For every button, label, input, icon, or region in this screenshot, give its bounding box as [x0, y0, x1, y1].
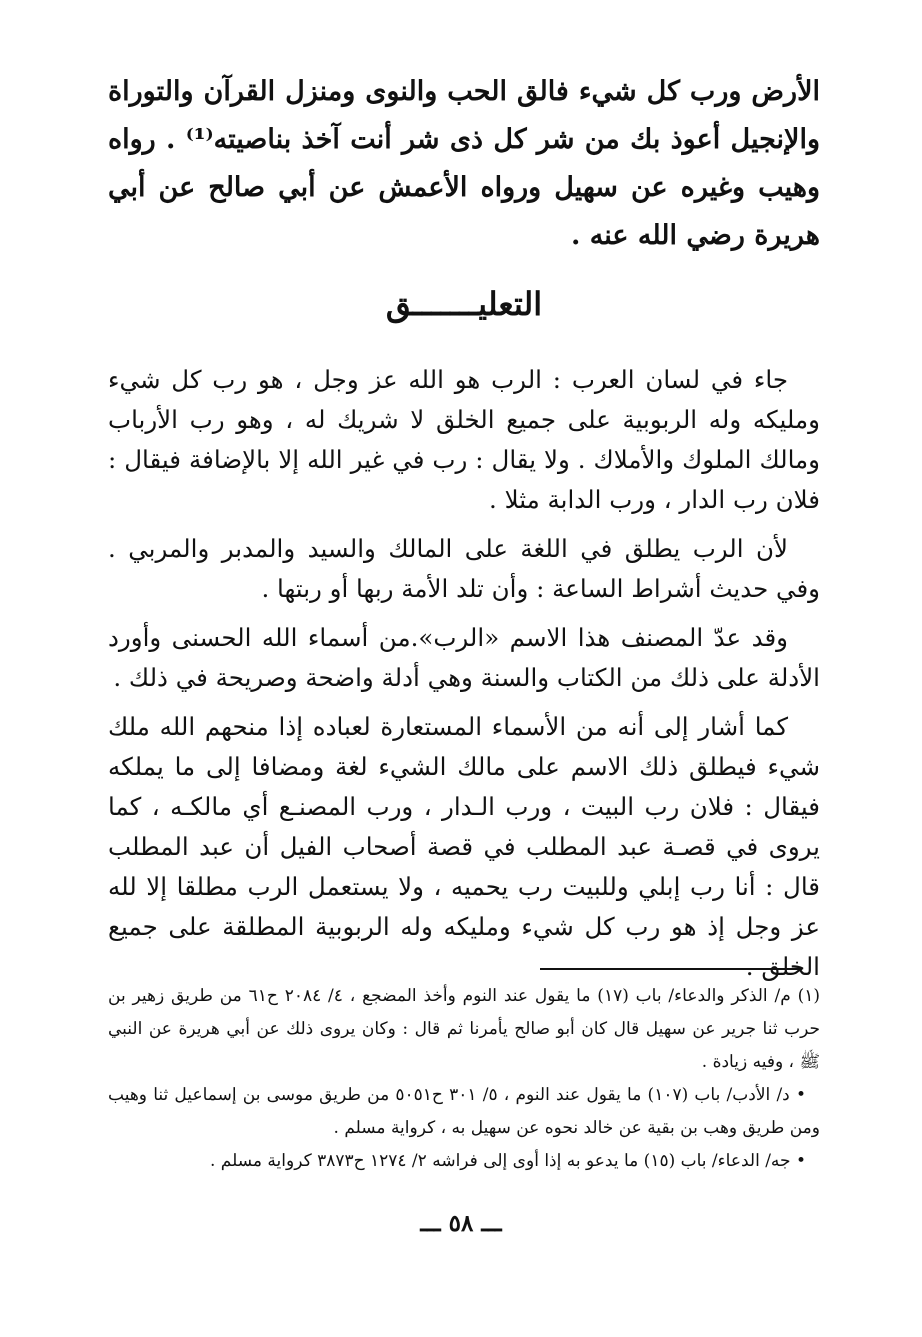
footnote-item: (١) م/ الذكر والدعاء/ باب (١٧) ما يقول عند النوم وأخذ المضجع ، ٤/ ٢٠٨٤ ح٦١ من طريق زهير بن حرب ثنا جرير عن سهيل قال كان أبو صالح يأمرنا ثم قال : وكان يروى ذلك عن أبي هريرة عن النبي ﷺ ، وفيه زيادة .: [108, 986, 820, 1072]
footnotes: [108, 980, 820, 1178]
intro-text: الأرض ورب كل شيء فالق الحب والنوى ومنزل القرآن والتوراة والإنجيل أعوذ بك من شر كل ذى شر أنت آخذ بناصيته⁽¹⁾ . رواه وهيب وغيره عن سهيل ورواه الأعمش عن أبي صالح عن أبي هريرة رضي الله عنه .: [108, 76, 820, 251]
footnote-item: • جه/ الدعاء/ باب (١٥) ما يدعو به إذا أوى إلى فراشه ٢/ ١٢٧٤ ح٣٨٧٣ كرواية مسلم .: [209, 1151, 806, 1171]
intro-paragraph: [108, 68, 820, 260]
commentary-paragraph: كما أشار إلى أنه من الأسماء المستعارة لعباده إذا منحهم الله ملك شيء فيطلق ذلك الاسم على مالك الشيء لغة ومضافا إلى ما يملكه فيقال : فلان رب البيت ، ورب الـدار ، ورب المصنـع أي مالكـه ، كما يروى في قصـة عبد المطلب في قصة أصحاب الفيل أن عبد المطلب قال : أنا رب إبلي وللبيت رب يحميه ، ولا يستعمل الرب مطلقا إلا لله عز وجل إذ هو رب كل شيء ومليكه وله الربوبية المطلقة على جميع الخلق .: [108, 712, 820, 981]
page-number: ـــ ٥٨ ـــ: [420, 1210, 502, 1237]
footnote-separator: [540, 968, 802, 970]
commentary-paragraph: لأن الرب يطلق في اللغة على المالك والسيد والمدبر والمربي . وفي حديث أشراط الساعة : وأن تلد الأمة ربها أو ربتها .: [108, 534, 820, 603]
footnote-item: • د/ الأدب/ باب (١٠٧) ما يقول عند النوم ، ٥/ ٣٠١ ح٥٠٥١ من طريق موسى بن إسماعيل ثنا وهيب ومن طريق وهب بن بقية عن خالد نحوه عن سهيل به ، كرواية مسلم .: [108, 1085, 820, 1138]
commentary-paragraph: وقد عدّ المصنف هذا الاسم «الرب».من أسماء الله الحسنى وأورد الأدلة على ذلك من الكتاب والسنة وهي أدلة واضحة وصريحة في ذلك .: [108, 623, 820, 692]
section-heading: التعليـــــــق: [385, 285, 543, 323]
commentary-body: [108, 360, 820, 996]
commentary-paragraph: جاء في لسان العرب : الرب هو الله عز وجل ، هو رب كل شيء ومليكه وله الربوبية على جميع الخلق لا شريك له ، وهو رب الأرباب ومالك الملوك والأملاك . ولا يقال : رب في غير الله إلا بالإضافة فيقال : فلان رب الدار ، ورب الدابة مثلا .: [108, 365, 820, 514]
